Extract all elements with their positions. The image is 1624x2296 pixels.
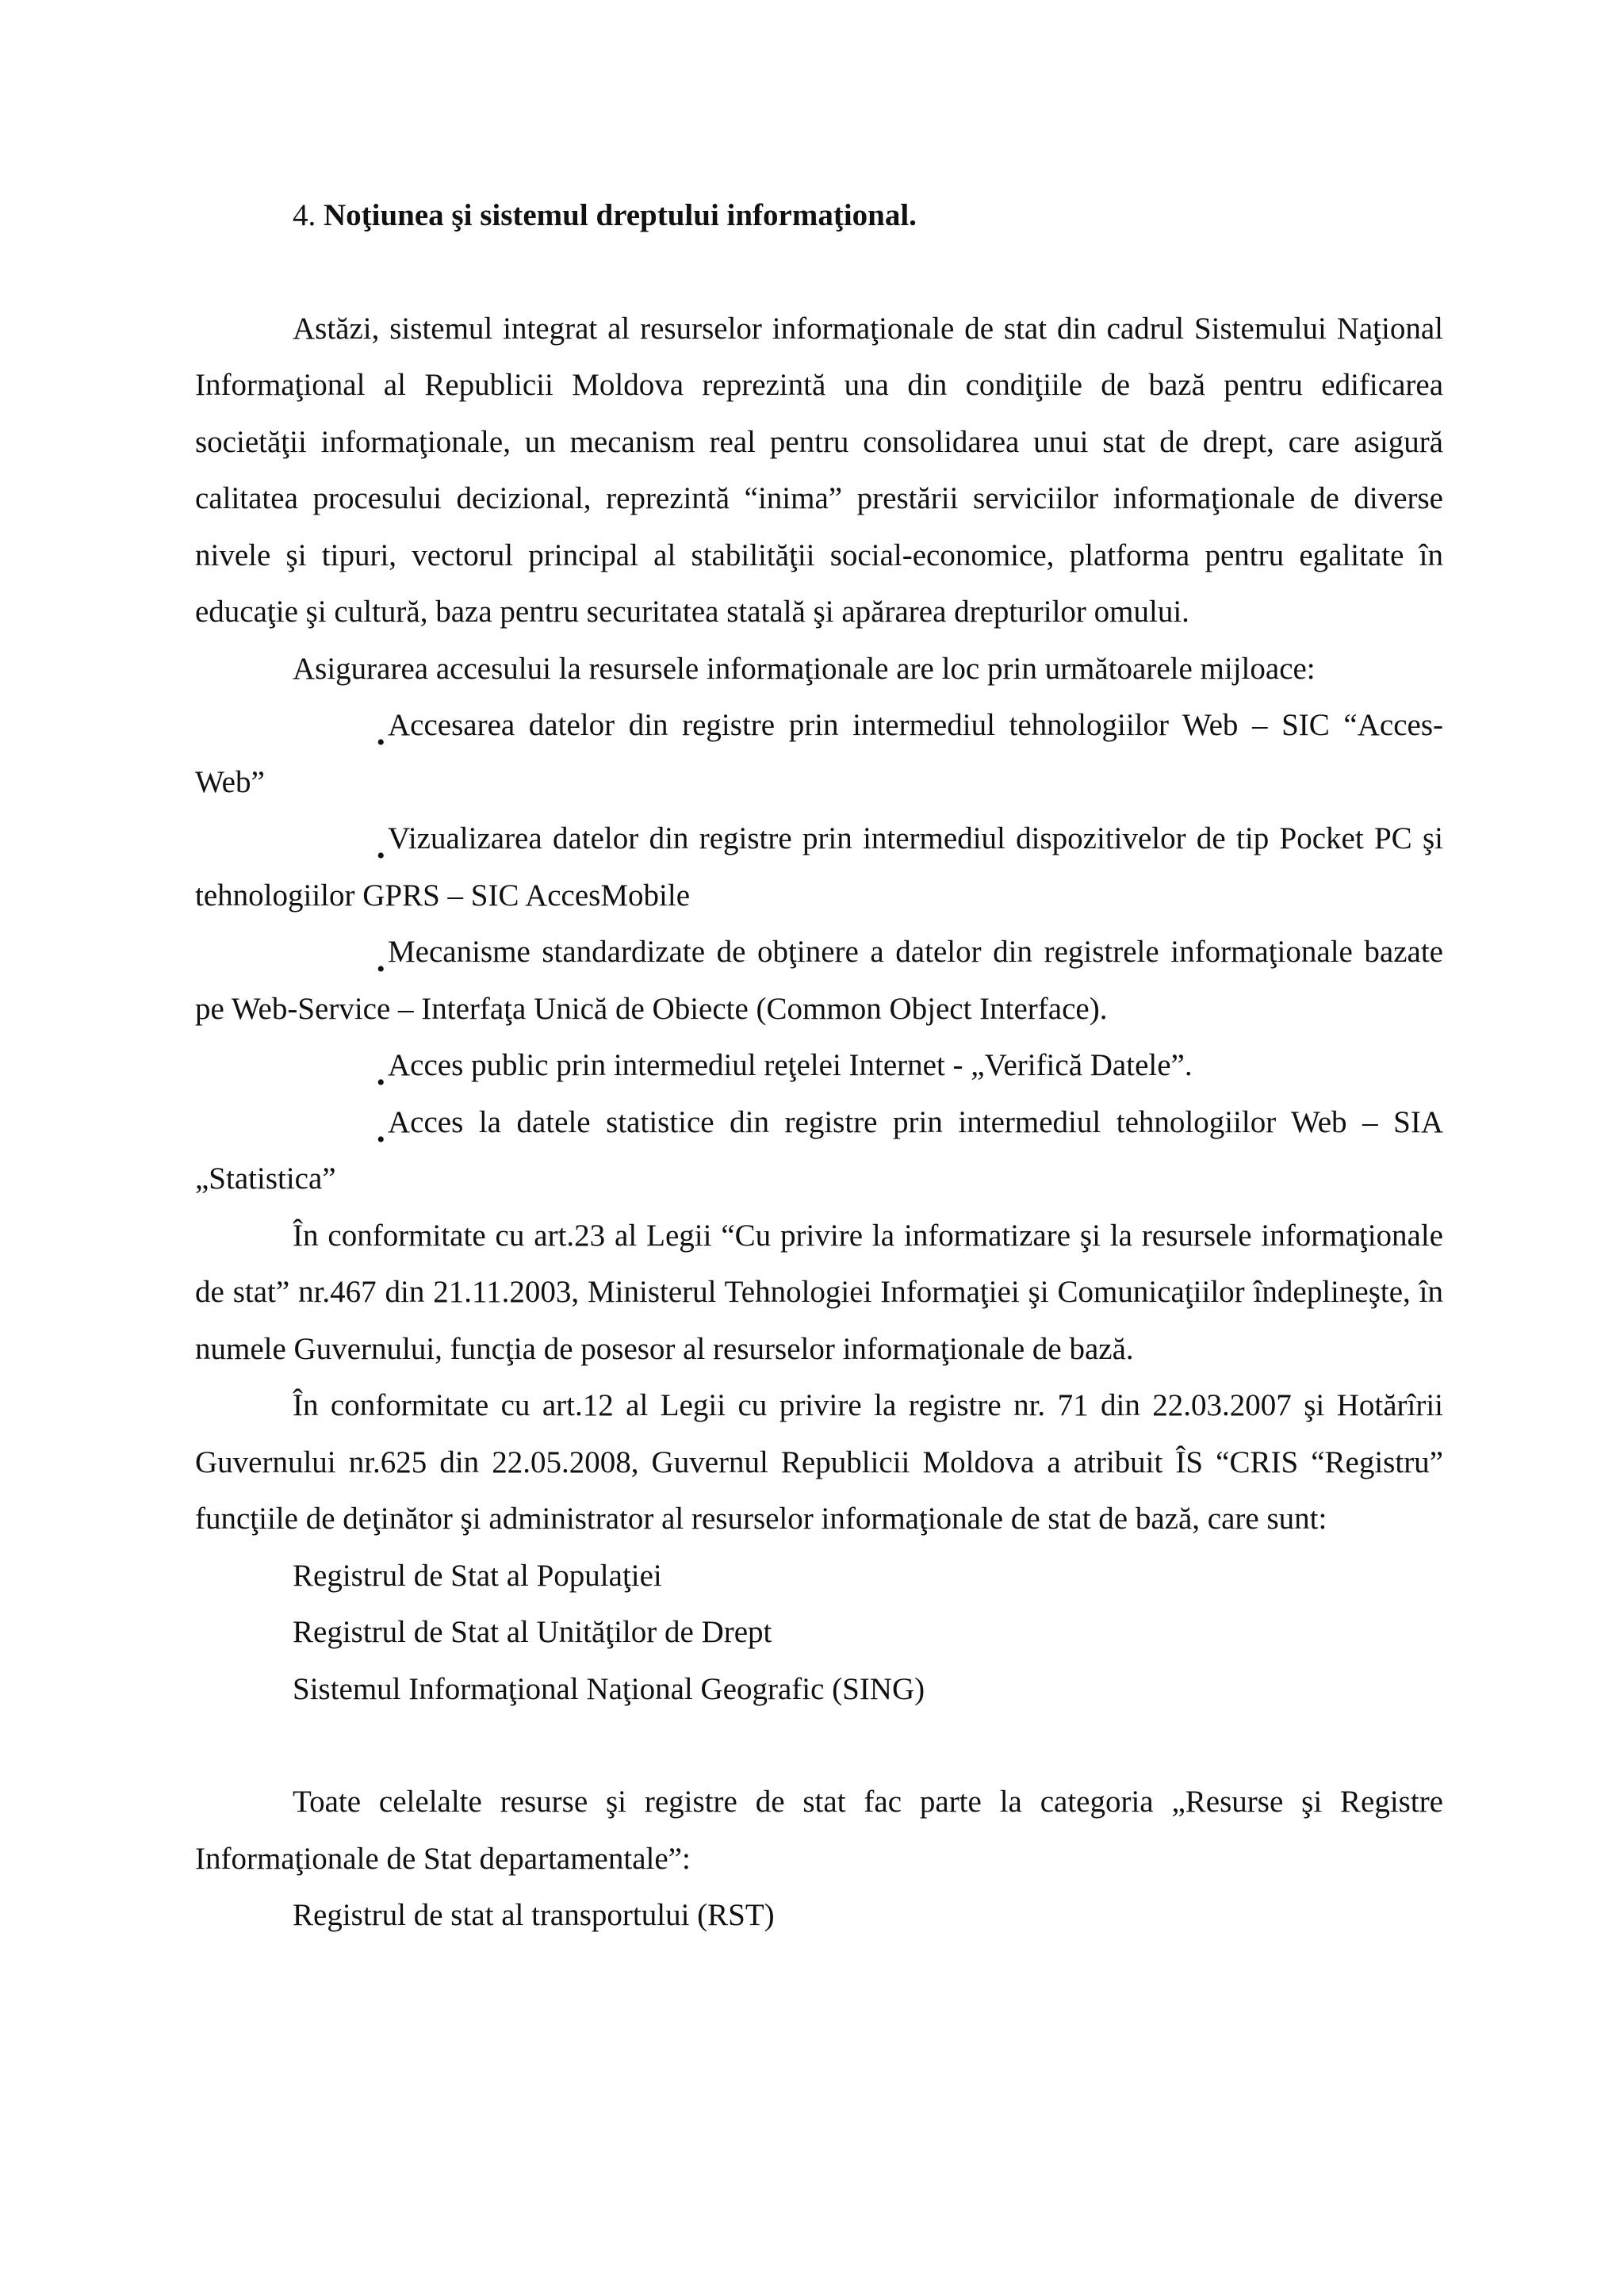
- document-body: [195, 187, 1443, 1944]
- bullet-text: Mecanisme standardizate de obţinere a datelor din registrele informaţionale bazate pe Web-Service – Interfaţa Unică de Obiecte (Common Object Interface).: [195, 935, 1443, 1026]
- bullet-item-acces-mobile: • Vizualizarea datelor din registre prin intermediul dispozitivelor de tip Pocket PC şi tehnologiilor GPRS – SIC AccesMobile: [195, 821, 1443, 913]
- art23-paragraph: În conformitate cu art.23 al Legii “Cu privire la informatizare şi la resursele informaţionale de stat” nr.467 din 21.11.2003, Ministerul Tehnologiei Informaţiei şi Comunicaţiilor îndeplineşte, în numele Guvernului, funcţia de posesor al resurselor informaţionale de bază.: [195, 1218, 1443, 1366]
- bullet-text: Accesarea datelor din registre prin intermediul tehnologiilor Web – SIC “Acces-Web”: [195, 708, 1443, 799]
- section-heading: [195, 187, 1443, 244]
- access-intro-paragraph: Asigurarea accesului la resursele informaţionale are loc prin următoarele mijloace:: [293, 651, 1316, 686]
- art12-paragraph: În conformitate cu art.12 al Legii cu privire la registre nr. 71 din 22.03.2007 şi Hotărîrii Guvernului nr.625 din 22.05.2008, Guvernul Republicii Moldova a atribuit ÎS “CRIS “Registru” funcţiile de deţinător şi administrator al resurselor informaţionale de stat de bază, care sunt:: [195, 1388, 1443, 1536]
- bullet-item-statistica: • Acces la datele statistice din registre prin intermediul tehnologiilor Web – SIA „Statistica”: [195, 1104, 1443, 1196]
- departmental-register-item: Registrul de stat al transportului (RST): [293, 1898, 775, 1932]
- base-register-item: Registrul de Stat al Unităţilor de Drept: [293, 1615, 772, 1649]
- section-title: Noţiunea şi sistemul dreptului informaţional.: [324, 198, 917, 232]
- departmental-paragraph: Toate celelalte resurse şi registre de stat fac parte la categoria „Resurse şi Registre Informaţionale de Stat departamentale”:: [195, 1785, 1443, 1876]
- base-register-item: Registrul de Stat al Populaţiei: [293, 1558, 662, 1593]
- section-number: 4.: [293, 198, 316, 232]
- bullet-item-common-object-interface: • Mecanisme standardizate de obţinere a datelor din registrele informaţionale bazate pe Web-Service – Interfaţa Unică de Obiecte (Common Object Interface).: [195, 935, 1443, 1026]
- bullet-text: Vizualizarea datelor din registre prin intermediul dispozitivelor de tip Pocket PC şi tehnologiilor GPRS – SIC AccesMobile: [195, 821, 1443, 913]
- base-register-item: Sistemul Informaţional Naţional Geografic (SING): [293, 1671, 925, 1706]
- bullet-text: Acces la datele statistice din registre prin intermediul tehnologiilor Web – SIA „Statistica”: [195, 1104, 1443, 1196]
- bullet-item-acces-web: • Accesarea datelor din registre prin intermediul tehnologiilor Web – SIC “Acces-Web”: [195, 708, 1443, 799]
- intro-paragraph: Astăzi, sistemul integrat al resurselor informaţionale de stat din cadrul Sistemului Naţional Informaţional al Republicii Moldova reprezintă una din condiţiile de bază pentru edificarea societăţii informaţionale, un mecanism real pentru consolidarea unui stat de drept, care asigură calitatea procesului decizional, reprezintă “inima” prestării serviciilor informaţionale de diverse nivele şi tipuri, vectorul principal al stabilităţii social-economice, platforma pentru egalitate în educaţie şi cultură, baza pentru securitatea statală şi apărarea drepturilor omului.: [195, 311, 1443, 629]
- bullet-item-verifica-datele: • Acces public prin intermediul reţelei Internet - „Verifică Datele”.: [195, 1037, 1443, 1094]
- bullet-text: Acces public prin intermediul reţelei Internet - „Verifică Datele”.: [388, 1048, 1193, 1082]
